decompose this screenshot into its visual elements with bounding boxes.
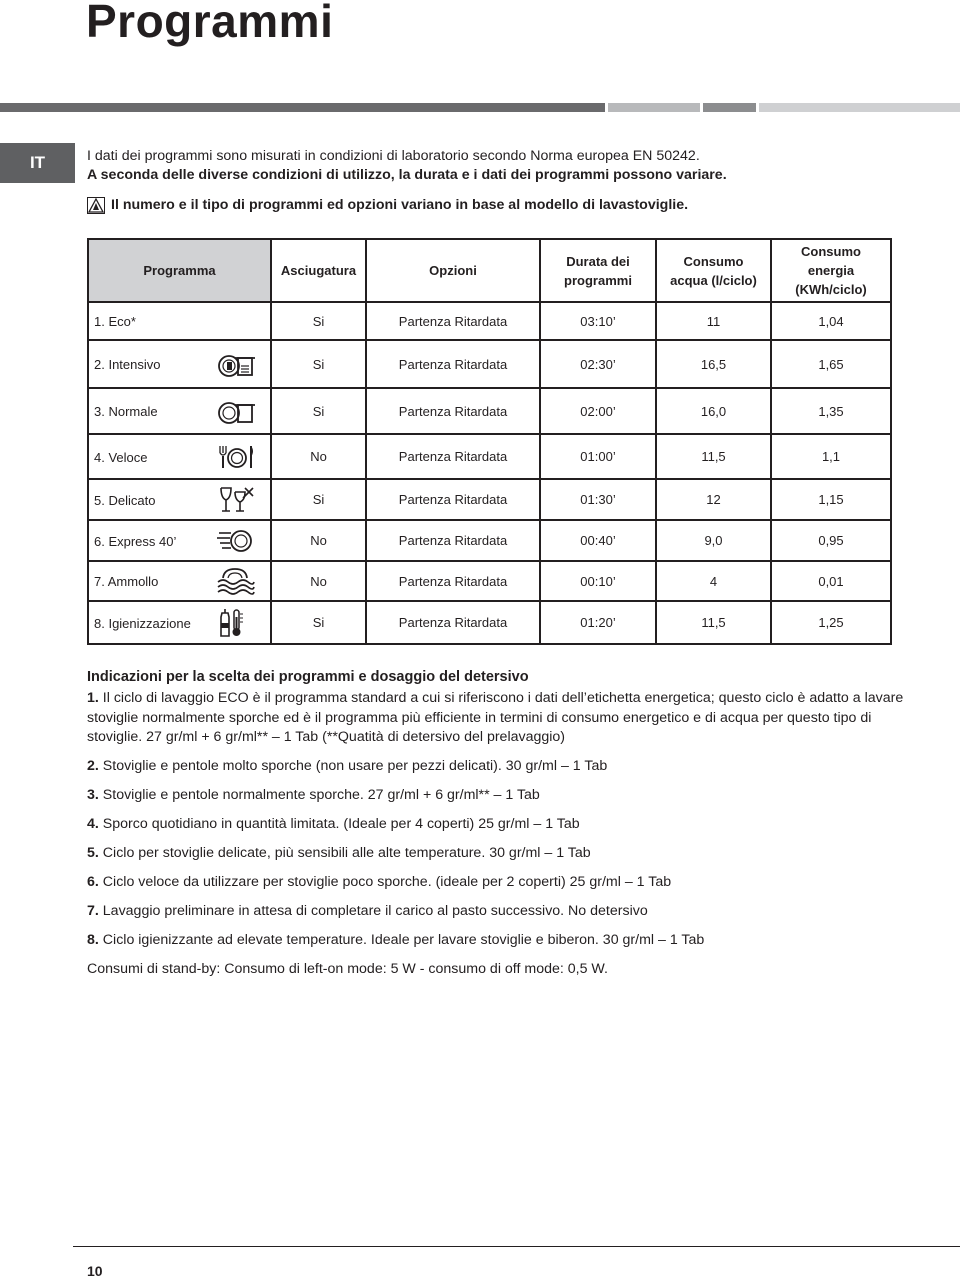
- program-option: Partenza Ritardata: [366, 434, 540, 479]
- guide-item-num: 6.: [87, 874, 99, 890]
- header-bar-segment: [759, 103, 960, 112]
- guide-item-text: Sporco quotidiano in quantità limitata. (Ideale per 4 coperti) 25 gr/ml – 1 Tab: [102, 816, 580, 832]
- program-dry: No: [271, 520, 366, 561]
- cutlery-plate-icon: [213, 441, 261, 473]
- guide-item-num: 7.: [87, 903, 99, 919]
- program-dry: No: [271, 434, 366, 479]
- soak-icon: [213, 565, 261, 597]
- program-water: 11,5: [656, 601, 771, 644]
- guide-item-text: Ciclo igienizzante ad elevate temperature. Ideale per lavare stoviglie e biberon. 30 gr/ml – 1 Tab: [102, 932, 705, 948]
- language-tab: IT: [0, 143, 75, 183]
- guide-item-num: 1.: [87, 690, 99, 706]
- guide-item-6: [87, 873, 907, 893]
- intro-line-3: [87, 196, 927, 215]
- program-duration: 03:10’: [540, 302, 656, 340]
- header-energia: [771, 239, 891, 302]
- table-row: [88, 302, 891, 340]
- header-bar: [0, 103, 605, 112]
- page-title: Programmi: [86, 0, 334, 47]
- table-row: [88, 601, 891, 644]
- express-plate-icon: [213, 525, 261, 557]
- guide-item-num: 2.: [87, 758, 99, 774]
- header-acqua-line-2: acqua (l/ciclo): [670, 272, 757, 288]
- program-energy: 1,04: [771, 302, 891, 340]
- guide-item-8: [87, 931, 907, 951]
- guide-item-text: Lavaggio preliminare in attesa di completare il carico al pasto successivo. No detersivo: [102, 903, 648, 919]
- program-duration: 02:30’: [540, 340, 656, 388]
- program-energy: 1,35: [771, 388, 891, 434]
- program-name: 7. Ammollo: [94, 574, 159, 590]
- program-duration: 02:00’: [540, 388, 656, 434]
- header-energia-line-3: (KWh/ciclo): [795, 282, 867, 297]
- program-energy: 0,01: [771, 561, 891, 601]
- guide-item-num: 3.: [87, 787, 99, 803]
- program-water: 12: [656, 479, 771, 520]
- page-number: 10: [87, 1263, 103, 1279]
- guide-item-num: 8.: [87, 932, 99, 948]
- program-water: 16,5: [656, 340, 771, 388]
- guide-item-2: [87, 757, 907, 777]
- guide-item-text: Stoviglie e pentole molto sporche (non usare per pezzi delicati). 30 gr/ml – 1 Tab: [102, 758, 608, 774]
- guide-item-text: Il ciclo di lavaggio ECO è il programma standard a cui si riferiscono i dati dell’etichetta energetica; questo ciclo è adatto a lavare stoviglie normalmente sporche ed è il programma più efficiente in termini di consumo energetico e di acqua per questo tipo di stoviglie. 27 gr/ml + 6 gr/ml** – 1 Tab (**Quatità di detersivo del prelavaggio): [87, 690, 904, 745]
- program-dry: No: [271, 561, 366, 601]
- program-option: Partenza Ritardata: [366, 479, 540, 520]
- program-name: 3. Normale: [94, 404, 158, 420]
- program-energy: 1,65: [771, 340, 891, 388]
- header-energia-line-1: Consumo: [801, 244, 861, 259]
- program-water: 16,0: [656, 388, 771, 434]
- program-energy: 1,1: [771, 434, 891, 479]
- programs-table: [87, 238, 892, 645]
- intro-text: [87, 147, 927, 215]
- table-row: [88, 388, 891, 434]
- program-dry: Si: [271, 302, 366, 340]
- guide-item-num: 4.: [87, 816, 99, 832]
- header-programma: Programma: [88, 239, 271, 302]
- guide-item-5: [87, 844, 907, 864]
- guide-item-1: [87, 689, 907, 748]
- header-durata: [540, 239, 656, 302]
- program-duration: 01:20’: [540, 601, 656, 644]
- program-name: 2. Intensivo: [94, 357, 161, 373]
- program-duration: 00:10’: [540, 561, 656, 601]
- header-bar-segment: [703, 103, 756, 112]
- header-asciugatura: Asciugatura: [271, 239, 366, 302]
- glasses-icon: [213, 484, 261, 516]
- program-duration: 00:40’: [540, 520, 656, 561]
- table-row: [88, 561, 891, 601]
- program-name: 1. Eco*: [94, 314, 136, 330]
- warning-icon: [87, 197, 105, 214]
- program-dry: Si: [271, 601, 366, 644]
- header-acqua: [656, 239, 771, 302]
- program-dry: Si: [271, 388, 366, 434]
- program-water: 4: [656, 561, 771, 601]
- table-row: [88, 434, 891, 479]
- program-name: 4. Veloce: [94, 449, 148, 465]
- guide-item-text: Ciclo per stoviglie delicate, più sensibili alle alte temperature. 30 gr/ml – 1 Tab: [102, 845, 591, 861]
- header-acqua-line-1: Consumo: [683, 253, 744, 269]
- guide-item-text: Ciclo veloce da utilizzare per stoviglie poco sporche. (ideale per 2 coperti) 25 gr/ml – 1 Tab: [102, 874, 672, 890]
- intro-line-2: A seconda delle diverse condizioni di utilizzo, la durata e i dati dei programmi possono variare.: [87, 167, 727, 183]
- intro-line-1: I dati dei programmi sono misurati in condizioni di laboratorio secondo Norma europea EN 50242.: [87, 148, 700, 164]
- program-option: Partenza Ritardata: [366, 520, 540, 561]
- table-row: [88, 479, 891, 520]
- program-dry: Si: [271, 479, 366, 520]
- header-durata-line-1: Durata dei: [566, 253, 630, 269]
- guide-item-4: [87, 815, 907, 835]
- footer-divider: [73, 1246, 960, 1247]
- program-option: Partenza Ritardata: [366, 302, 540, 340]
- header-energia-line-2: energia: [807, 263, 855, 278]
- header-durata-line-2: programmi: [564, 272, 632, 288]
- guide-item-text: Stoviglie e pentole normalmente sporche. 27 gr/ml + 6 gr/ml** – 1 Tab: [102, 787, 540, 803]
- program-water: 11,5: [656, 434, 771, 479]
- program-duration: 01:00’: [540, 434, 656, 479]
- program-energy: 1,15: [771, 479, 891, 520]
- program-option: Partenza Ritardata: [366, 601, 540, 644]
- bottle-thermometer-icon: [213, 607, 261, 639]
- program-water: 9,0: [656, 520, 771, 561]
- header-opzioni: Opzioni: [366, 239, 540, 302]
- standby-note: Consumi di stand-by: Consumo di left-on mode: 5 W - consumo di off mode: 0,5 W.: [87, 961, 608, 977]
- program-option: Partenza Ritardata: [366, 340, 540, 388]
- program-duration: 01:30’: [540, 479, 656, 520]
- table-row: [88, 520, 891, 561]
- table-row: [88, 340, 891, 388]
- program-name: 5. Delicato: [94, 492, 156, 508]
- guide-heading: Indicazioni per la scelta dei programmi e dosaggio del detersivo: [87, 669, 529, 685]
- program-option: Partenza Ritardata: [366, 561, 540, 601]
- program-energy: 0,95: [771, 520, 891, 561]
- plate-pot-icon: [213, 395, 261, 427]
- guide-item-7: [87, 902, 907, 922]
- intro-line-3-text: Il numero e il tipo di programmi ed opzioni variano in base al modello di lavastoviglie.: [111, 197, 689, 213]
- guide-item-num: 5.: [87, 845, 99, 861]
- program-name: 6. Express 40’: [94, 533, 177, 549]
- guide-item-3: [87, 786, 907, 806]
- program-energy: 1,25: [771, 601, 891, 644]
- program-dry: Si: [271, 340, 366, 388]
- pot-plate-icon: [213, 348, 261, 380]
- program-option: Partenza Ritardata: [366, 388, 540, 434]
- program-name: 8. Igienizzazione: [94, 615, 191, 631]
- program-water: 11: [656, 302, 771, 340]
- header-bar-segment: [608, 103, 700, 112]
